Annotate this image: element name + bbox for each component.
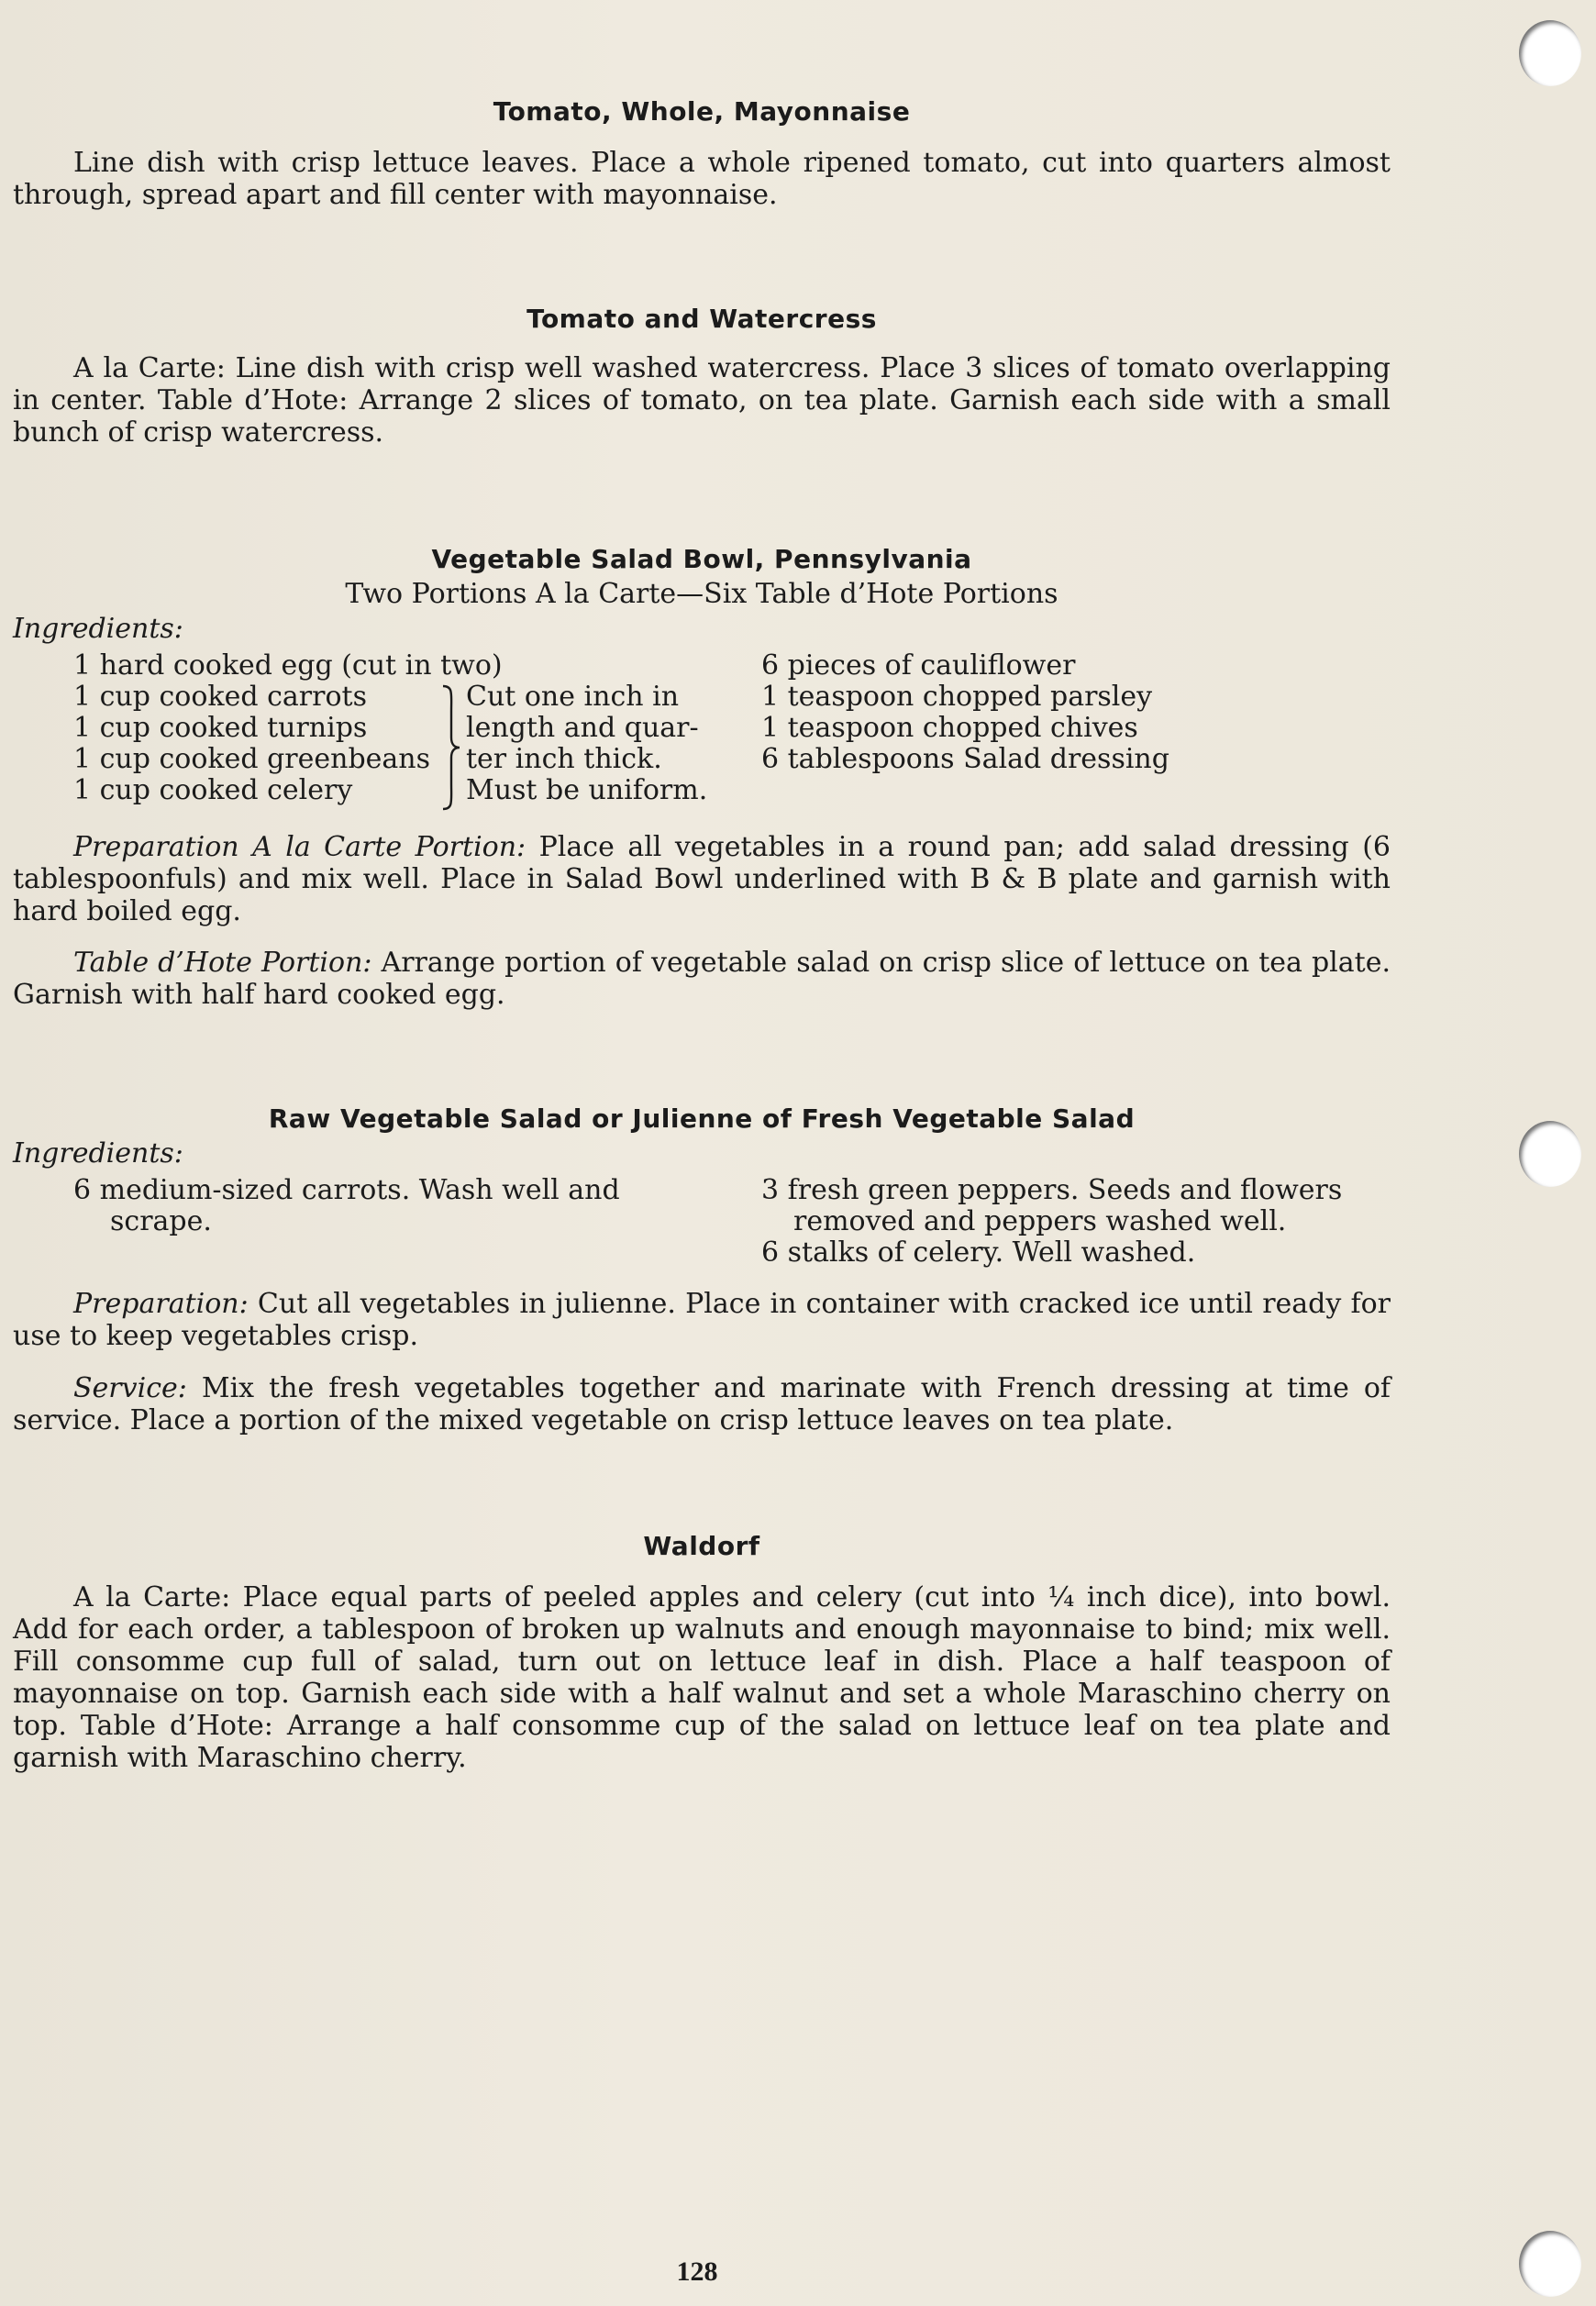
service-text: Mix the fresh vegetables together and marinate with French dressing at time of service. Place a portion of the mixed vegetable on crisp lettuce leaves on tea plate. bbox=[13, 1372, 1391, 1436]
recipe-title-tomato-watercress: Tomato and Watercress bbox=[526, 304, 877, 334]
raw-service bbox=[13, 1372, 1391, 1436]
recipe-title-tomato-whole: Tomato, Whole, Mayonnaise bbox=[493, 96, 911, 127]
ingredients-label: Ingredients: bbox=[13, 1137, 183, 1170]
ingredients-label: Ingredients: bbox=[13, 613, 183, 645]
binder-hole-top bbox=[1519, 20, 1581, 86]
ingredients-left-column bbox=[73, 649, 503, 805]
table-dhote-label: Table d’Hote Portion: bbox=[73, 947, 372, 979]
preparation-label: Preparation A la Carte Portion: bbox=[73, 831, 526, 863]
preparation-text: Cut all vegetables in julienne. Place in container with cracked ice until ready for use to keep vegetables crisp. bbox=[13, 1288, 1391, 1352]
ingredient-item: 1 cup cooked turnips bbox=[73, 712, 368, 744]
curly-brace bbox=[440, 684, 462, 811]
recipe-title-vegetable-bowl: Vegetable Salad Bowl, Pennsylvania bbox=[431, 544, 972, 574]
recipe-text-tomato-whole: Line dish with crisp lettuce leaves. Place a whole ripened tomato, cut into quarters almost through, spread apart and fill center with mayonnaise. bbox=[13, 147, 1391, 211]
brace-note-line: ter inch thick. bbox=[466, 743, 662, 775]
recipe-text-waldorf: A la Carte: Place equal parts of peeled apples and celery (cut into ¼ inch dice), into bowl. Add for each order, a tablespoon of broken up walnuts and enough mayonnaise to bind; mix well. Fill consomme cup full of salad, turn out on lettuce leaf in dish. Place a half teaspoon of mayonnaise on top. Garnish each side with a half walnut and set a whole Maraschino cherry on top. Table d’Hote: Arrange a half consomme cup of the salad on lettuce leaf on tea plate and garnish with Maraschino cherry. bbox=[13, 1581, 1391, 1774]
table-dhote-text: Arrange portion of vegetable salad on crisp slice of lettuce on tea plate. Garnish with half hard cooked egg. bbox=[13, 947, 1391, 1011]
recipe-title-raw-vegetable: Raw Vegetable Salad or Julienne of Fresh Vegetable Salad bbox=[268, 1103, 1136, 1134]
ingredient-line: 6 stalks of celery. Well washed. bbox=[761, 1236, 1196, 1269]
ingredient-item: 1 teaspoon chopped parsley bbox=[761, 681, 1153, 713]
ingredient-line: 6 medium-sized carrots. Wash well and bbox=[73, 1174, 620, 1206]
binder-hole-bottom bbox=[1519, 2231, 1581, 2297]
ingredient-line: removed and peppers washed well. bbox=[793, 1205, 1287, 1237]
raw-ingredients-left bbox=[73, 1174, 620, 1236]
ingredient-item: 1 teaspoon chopped chives bbox=[761, 712, 1138, 744]
service-label: Service: bbox=[73, 1372, 187, 1404]
ingredient-item: 1 cup cooked carrots bbox=[73, 681, 367, 713]
preparation-label: Preparation: bbox=[73, 1288, 249, 1320]
raw-preparation bbox=[13, 1288, 1391, 1352]
preparation-text: Place all vegetables in a round pan; add salad dressing (6 tablespoonfuls) and mix well. Place in Salad Bowl underlined with B & B plate and garnish with hard boiled egg. bbox=[13, 831, 1391, 927]
brace-note-line: Must be uniform. bbox=[466, 774, 708, 806]
brace-note-line: length and quar- bbox=[466, 712, 699, 744]
recipe-subtitle-vegetable-bowl: Two Portions A la Carte—Six Table d’Hote Portions bbox=[345, 578, 1058, 610]
binder-hole-middle bbox=[1519, 1121, 1581, 1187]
ingredient-line: scrape. bbox=[110, 1205, 212, 1237]
ingredient-item: 6 tablespoons Salad dressing bbox=[761, 743, 1169, 775]
raw-ingredients-right bbox=[761, 1174, 1342, 1268]
brace-note-line: Cut one inch in bbox=[466, 681, 680, 713]
table-dhote-portion bbox=[13, 947, 1391, 1011]
recipe-text-tomato-watercress: A la Carte: Line dish with crisp well washed watercress. Place 3 slices of tomato overlapping in center. Table d’Hote: Arrange 2 slices of tomato, on tea plate. Garnish each side with a small bunch of crisp watercress. bbox=[13, 352, 1391, 449]
page-number: 128 bbox=[676, 2256, 718, 2287]
ingredient-item: 1 cup cooked celery bbox=[73, 774, 353, 806]
ingredient-line: 3 fresh green peppers. Seeds and flowers bbox=[761, 1174, 1343, 1206]
ingredient-item: 6 pieces of cauliflower bbox=[761, 649, 1076, 682]
ingredient-item: 1 cup cooked greenbeans bbox=[73, 743, 431, 775]
brace-note bbox=[466, 681, 707, 805]
preparation-a-la-carte bbox=[13, 831, 1391, 927]
ingredient-item: 1 hard cooked egg (cut in two) bbox=[73, 649, 503, 682]
recipe-title-waldorf: Waldorf bbox=[643, 1531, 760, 1561]
ingredients-right-column bbox=[761, 649, 1169, 774]
